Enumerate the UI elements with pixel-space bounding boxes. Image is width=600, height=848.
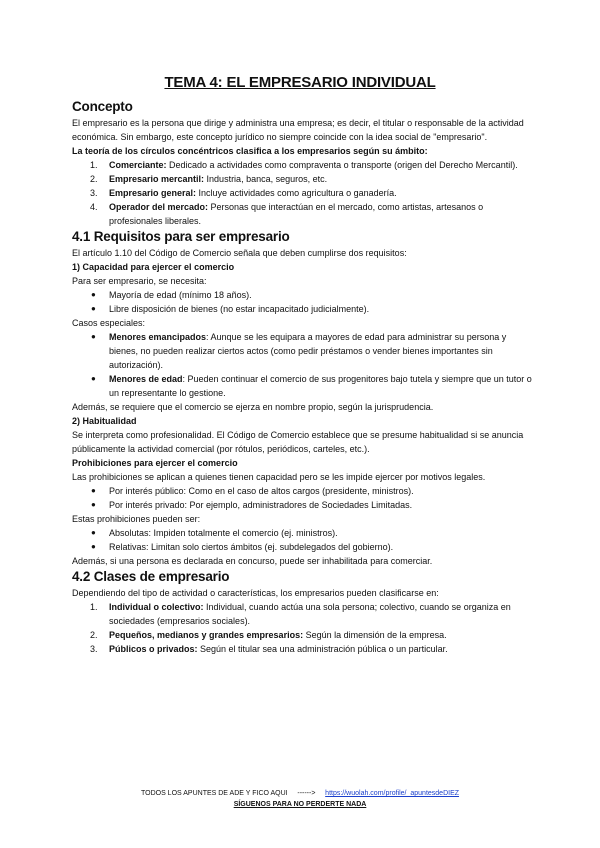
page-footer <box>0 788 600 810</box>
list-item: ● Por interés privado: Por ejemplo, administradores de Sociedades Limitadas. <box>91 500 413 510</box>
teoria-circulos: La teoría de los círculos concéntricos clasifica a los empresarios según su ámbito: <box>72 146 428 156</box>
section-heading-requisitos: 4.1 Requisitos para ser empresario <box>72 229 290 244</box>
list-item: ● Mayoría de edad (mínimo 18 años). <box>91 290 252 300</box>
pueden-ser: Estas prohibiciones pueden ser: <box>72 514 201 524</box>
list-item: 4. Operador del mercado: Personas que interactúan en el mercado, como artistas, artesanos o profesionales liberales. <box>90 202 484 226</box>
list-item: 1. Comerciante: Dedicado a actividades como compraventa o transporte (origen del Derecho Mercantil). <box>90 160 518 170</box>
footer-follow: SÍGUENOS PARA NO PERDERTE NADA <box>233 801 367 808</box>
bullet-icon: ● <box>91 500 96 509</box>
concepto-list <box>72 158 532 228</box>
list-item: 2. Pequeños, medianos y grandes empresarios: Según la dimensión de la empresa. <box>90 630 447 640</box>
list-item: ● Absolutas: Impiden totalmente el comercio (ej. ministros). <box>91 528 338 538</box>
bullet-icon: ● <box>91 304 96 313</box>
bullet-icon: ● <box>91 332 96 341</box>
habitualidad-heading: 2) Habitualidad <box>72 416 137 426</box>
document-body <box>72 98 532 656</box>
prohibiciones-heading: Prohibiciones para ejercer el comercio <box>72 458 238 468</box>
bullet-icon: ● <box>91 528 96 537</box>
bullet-icon: ● <box>91 374 96 383</box>
habitualidad-text: Se interpreta como profesionalidad. El Código de Comercio establece que se presume habitualidad si se anuncia públicamente la actividad comercial (por rótulos, periódicos, carteles, etc.). <box>72 430 524 454</box>
list-item: 1. Individual o colectivo: Individual, cuando actúa una sola persona; colectivo, cuando se organiza en sociedades (empresarios sociales). <box>90 602 511 626</box>
capacidad-heading: 1) Capacidad para ejercer el comercio <box>72 262 235 272</box>
bullet-icon: ● <box>91 542 96 551</box>
list-item: 3. Empresario general: Incluye actividades como agricultura o ganadería. <box>90 188 397 198</box>
section-heading-concepto: Concepto <box>72 99 133 114</box>
prohibiciones-intro: Las prohibiciones se aplican a quienes tienen capacidad pero se les impide ejercer por motivos legales. <box>72 472 486 482</box>
list-item: ● Libre disposición de bienes (no estar incapacitado judicialmente). <box>91 304 370 314</box>
prohibiciones-list <box>72 484 532 512</box>
list-item: 2. Empresario mercantil: Industria, banca, seguros, etc. <box>90 174 328 184</box>
clases-intro: Dependiendo del tipo de actividad o características, los empresarios pueden clasificarse en: <box>72 588 439 598</box>
capacidad-list <box>72 288 532 316</box>
clases-list <box>72 600 532 656</box>
tipos-list <box>72 526 532 554</box>
list-item: 3. Públicos o privados: Según el titular sea una administración pública o un particular. <box>90 644 448 654</box>
casos-list <box>72 330 532 400</box>
requisitos-intro: El artículo 1.10 del Código de Comercio señala que deben cumplirse dos requisitos: <box>72 248 407 258</box>
bullet-icon: ● <box>91 290 96 299</box>
footer-link[interactable]: https://wuolah.com/profile/_apuntesdeDIEZ <box>325 790 460 797</box>
list-item: ● Relativas: Limitan solo ciertos ámbitos (ej. subdelegados del gobierno). <box>91 542 394 552</box>
capacidad-intro: Para ser empresario, se necesita: <box>72 276 207 286</box>
concepto-intro: El empresario es la persona que dirige y administra una empresa; es decir, el titular o responsable de la actividad económica. Sin embargo, este concepto jurídico no siempre coincide con la idea social de "empresario". <box>72 118 524 142</box>
section-heading-clases: 4.2 Clases de empresario <box>72 569 230 584</box>
ademas-text: Además, se requiere que el comercio se ejerza en nombre propio, según la jurisprudencia. <box>72 402 434 412</box>
list-item: ● Menores de edad: Pueden continuar el comercio de sus progenitores bajo tutela y siempre que un tutor o un representante lo gestione. <box>91 374 532 398</box>
casos-label: Casos especiales: <box>72 318 146 328</box>
footer-arrow: ------> <box>297 790 316 797</box>
bullet-icon: ● <box>91 486 96 495</box>
page-title: TEMA 4: EL EMPRESARIO INDIVIDUAL <box>164 74 436 91</box>
list-item: ● Menores emancipados: Aunque se les equipara a mayores de edad para administrar su persona y bienes, no pueden realizar ciertos actos (como pedir préstamos o vender bienes importantes sin autorización). <box>91 332 507 370</box>
list-item: ● Por interés público: Como en el caso de altos cargos (presidente, ministros). <box>91 486 414 496</box>
footer-text: TODOS LOS APUNTES DE ADE Y FICO AQUI <box>140 790 288 797</box>
concurso-text: Además, si una persona es declarada en concurso, puede ser inhabilitada para comerciar. <box>72 556 433 566</box>
